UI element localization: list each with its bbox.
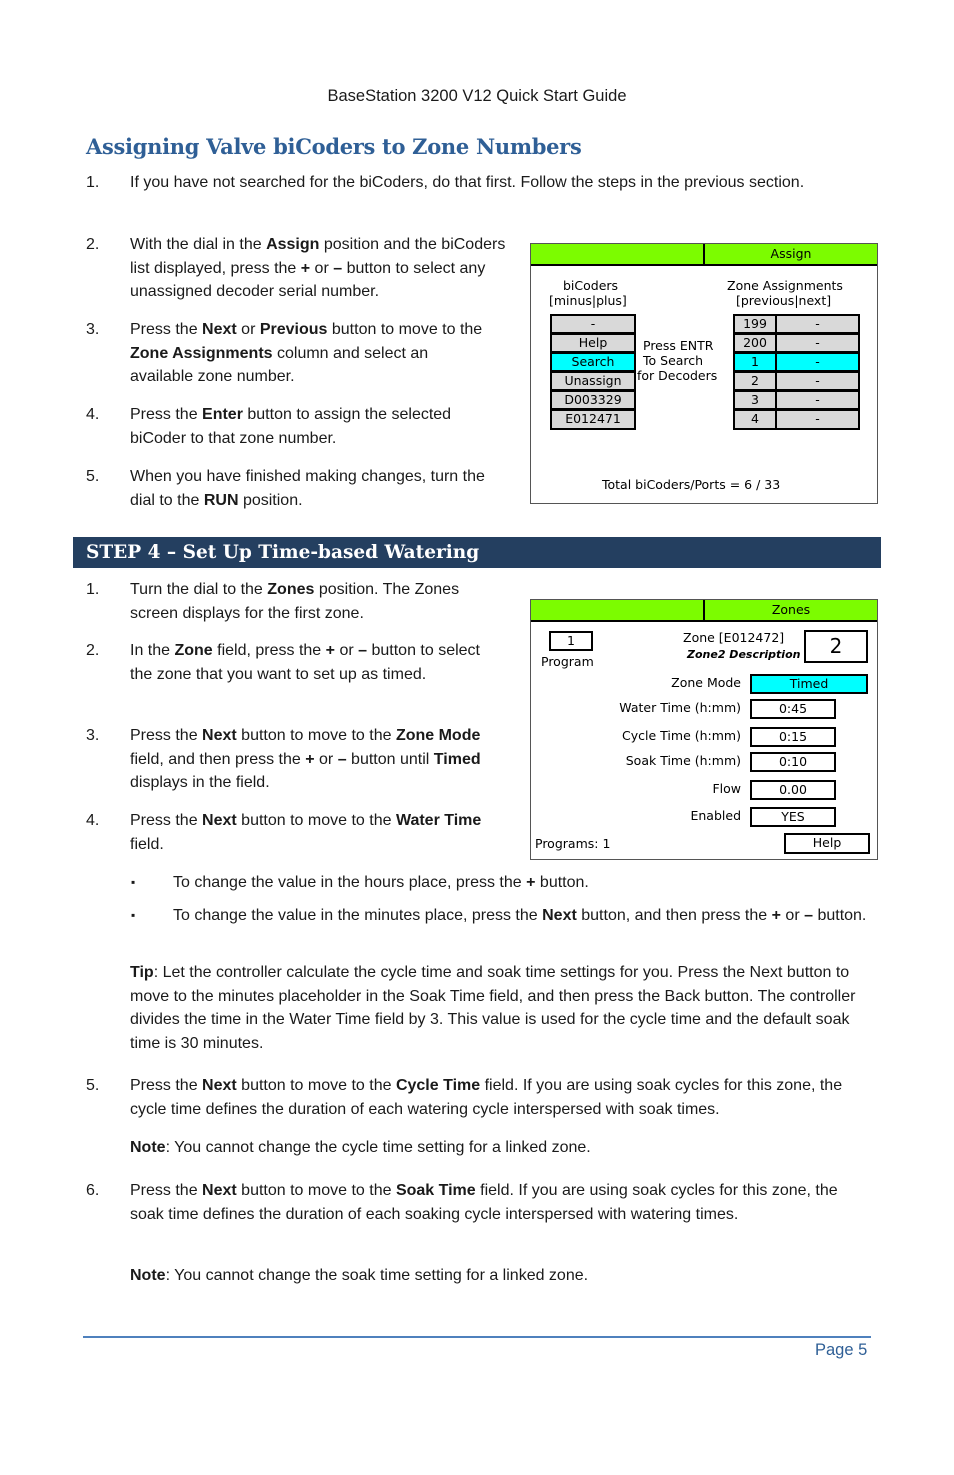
- list-number: 4.: [86, 406, 100, 423]
- search-hint: for Decoders: [637, 368, 718, 383]
- zone-field-label: Flow: [712, 781, 741, 796]
- search-hint: Press ENTR: [643, 338, 714, 353]
- list-item-text: Press the Next button to move to the Water Time field.: [130, 812, 482, 853]
- help-button[interactable]: Help: [784, 833, 870, 854]
- list-number: 6.: [86, 1182, 100, 1199]
- list-number: 2.: [86, 642, 100, 659]
- bicoder-row[interactable]: Unassign: [550, 371, 636, 391]
- program-label: Program: [541, 654, 594, 669]
- zone-field-label: Cycle Time (h:mm): [622, 728, 741, 743]
- page-number: Page 5: [815, 1341, 868, 1359]
- list-item-text: Press the Next button to move to the Zone Mode field, and then press the + or – button until Timed displays in the field.: [130, 727, 481, 791]
- list-item-text: When you have finished making changes, turn the dial to the RUN position.: [130, 468, 485, 509]
- bicoder-row[interactable]: D003329: [550, 390, 636, 410]
- zone-field-label: Enabled: [690, 808, 741, 823]
- footer-rule: [83, 1336, 871, 1338]
- zone-field-label: Soak Time (h:mm): [625, 753, 741, 768]
- step4-heading: STEP 4 – Set Up Time-based Watering: [73, 537, 881, 568]
- zone-field-value[interactable]: 0:45: [750, 699, 836, 719]
- zone-field-label: Zone Mode: [671, 675, 741, 690]
- zone-assignment-value[interactable]: -: [775, 333, 860, 353]
- zone-assignment-number[interactable]: 3: [733, 390, 777, 410]
- tip-paragraph: Tip: Let the controller calculate the cycle time and soak time settings for you. Press the Next button to move to the minutes placeholder in the Soak Time field, and then press the Back button. The controller divides the time in the Water Time field by 3. This value is used for the cycle time and the default soak time is 30 minutes.: [130, 964, 856, 1052]
- bicoder-row[interactable]: Search: [550, 352, 636, 372]
- list-item-text: Press the Enter button to assign the selected biCoder to that zone number.: [130, 406, 452, 447]
- zone-field-value[interactable]: 0:10: [750, 752, 836, 772]
- total-bicoders: Total biCoders/Ports = 6 / 33: [602, 477, 781, 492]
- zone-assignment-value[interactable]: -: [775, 371, 860, 391]
- section-heading: Assigning Valve biCoders to Zone Numbers: [86, 134, 582, 159]
- zone-number-field[interactable]: 2: [804, 630, 868, 663]
- list-number: 4.: [86, 812, 100, 829]
- zones-screen-topbar: [531, 600, 877, 622]
- list-number: 5.: [86, 1077, 100, 1094]
- list-item-text: If you have not searched for the biCoders, do that first. Follow the steps in the previous section.: [130, 174, 805, 191]
- zone-field-value[interactable]: 0.00: [750, 780, 836, 800]
- bicoder-row[interactable]: E012471: [550, 409, 636, 430]
- list-number: 3.: [86, 321, 100, 338]
- zone-assignment-number[interactable]: 199: [733, 314, 777, 334]
- zone-assignment-value[interactable]: -: [775, 314, 860, 334]
- bullet-marker: ▪: [131, 875, 136, 889]
- bullet-marker: ▪: [131, 908, 136, 922]
- zones-screen: [530, 599, 878, 860]
- zone-assignment-value[interactable]: -: [775, 409, 860, 430]
- note-paragraph: Note: You cannot change the soak time setting for a linked zone.: [130, 1267, 589, 1284]
- bicoders-title: biCoders: [563, 278, 619, 293]
- programs-count: Programs: 1: [535, 836, 611, 851]
- list-item-text: Press the Next button to move to the Soak Time field. If you are using soak cycles for this zone, the soak time defines the duration of each soaking cycle interspersed with watering times.: [130, 1182, 838, 1223]
- zones-tab: Zones: [703, 600, 877, 620]
- zone-assignment-number[interactable]: 4: [733, 409, 777, 430]
- bicoder-row[interactable]: Help: [550, 333, 636, 353]
- zone-assignment-number[interactable]: 200: [733, 333, 777, 353]
- list-item-text: With the dial in the Assign position and the biCoders list displayed, press the + or – button to select any unassigned decoder serial number.: [130, 236, 506, 300]
- zone-assignment-number[interactable]: 1: [733, 352, 777, 372]
- zone-assignment-value[interactable]: -: [775, 390, 860, 410]
- zone-assignment-number[interactable]: 2: [733, 371, 777, 391]
- list-number: 2.: [86, 236, 100, 253]
- bullet-text: To change the value in the minutes place, press the Next button, and then press the + or – button.: [173, 907, 867, 924]
- assign-screen: [530, 243, 878, 504]
- list-number: 1.: [86, 581, 100, 598]
- assign-tab: Assign: [703, 244, 877, 264]
- zone-field-label: Water Time (h:mm): [619, 700, 741, 715]
- document-header: BaseStation 3200 V12 Quick Start Guide: [327, 87, 627, 105]
- bicoders-subtitle: [minus|plus]: [549, 293, 627, 308]
- zone-field-value[interactable]: 0:15: [750, 727, 836, 747]
- list-item-text: Press the Next or Previous button to move to the Zone Assignments column and select an available zone number.: [130, 321, 483, 385]
- zone-assignments-subtitle: [previous|next]: [736, 293, 832, 308]
- zone-label: Zone [E012472]: [683, 630, 785, 645]
- zone-assignment-value[interactable]: -: [775, 352, 860, 372]
- zone-assignments-title: Zone Assignments: [727, 278, 843, 293]
- assign-screen-topbar: [531, 244, 877, 266]
- zone-field-value[interactable]: YES: [750, 807, 836, 827]
- list-item-text: In the Zone field, press the + or – button to select the zone that you want to set up as timed.: [130, 642, 480, 683]
- list-item-text: Turn the dial to the Zones position. The Zones screen displays for the first zone.: [130, 581, 460, 622]
- program-field[interactable]: 1: [549, 631, 593, 651]
- list-number: 1.: [86, 174, 100, 191]
- bullet-text: To change the value in the hours place, press the + button.: [173, 874, 589, 891]
- zone-field-value[interactable]: Timed: [750, 674, 868, 694]
- list-item-text: Press the Next button to move to the Cycle Time field. If you are using soak cycles for this zone, the cycle time defines the duration of each watering cycle interspersed with soak times.: [130, 1077, 843, 1118]
- search-hint: To Search: [643, 353, 704, 368]
- zone-description: Zone2 Description: [687, 648, 801, 661]
- bicoder-row[interactable]: -: [550, 314, 636, 334]
- list-number: 3.: [86, 727, 100, 744]
- list-number: 5.: [86, 468, 100, 485]
- note-paragraph: Note: You cannot change the cycle time setting for a linked zone.: [130, 1139, 591, 1156]
